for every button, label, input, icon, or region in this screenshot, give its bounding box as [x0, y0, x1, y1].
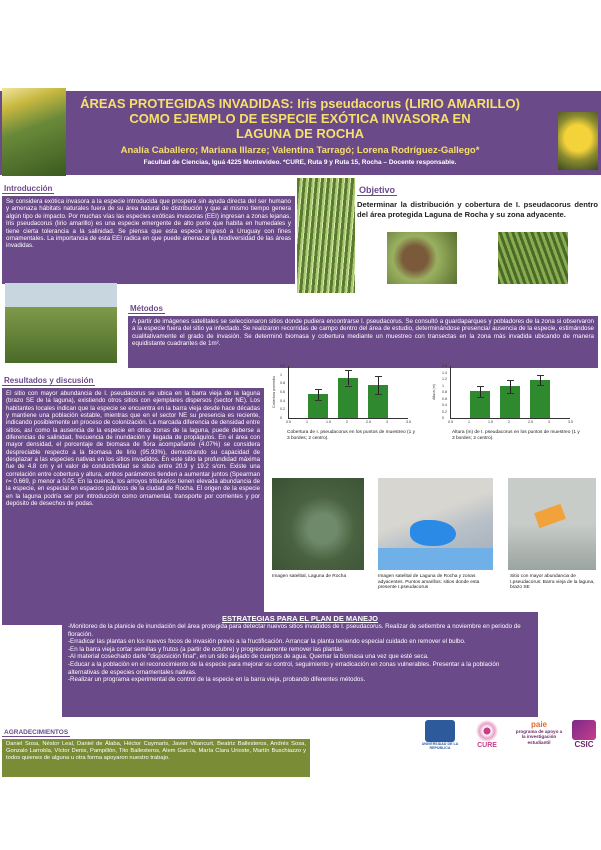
- chart1-ylabel: Cobertura promedio: [271, 376, 276, 408]
- strategy-item: -En la barra vieja cortar semillas y frutos (a partir de octubre) y progresivamente remover las plantas: [68, 645, 343, 653]
- title-line-2: COMO EJEMPLO DE ESPECIE EXÓTICA INVASORA EN: [129, 111, 471, 126]
- x-axis: [288, 418, 408, 419]
- x-tick-label: 2.5: [366, 420, 371, 424]
- strategies-heading: ESTRATEGIAS PARA EL PLAN DE MANEJO: [222, 614, 378, 623]
- results-heading: Resultados y discusión: [4, 376, 94, 385]
- title-line-3: LAGUNA DE ROCHA: [235, 126, 365, 141]
- y-tick-label: 1.6: [442, 364, 447, 368]
- error-cap-top: [375, 376, 382, 377]
- map1-caption: Imagen satelital, Laguna de Rocha: [272, 574, 347, 579]
- x-tick-label: 3.5: [568, 420, 573, 424]
- coverage-chart: [270, 362, 430, 430]
- error-bar: [510, 380, 511, 393]
- error-cap-top: [537, 375, 544, 376]
- x-tick-label: 2.5: [528, 420, 533, 424]
- error-cap-top: [315, 389, 322, 390]
- y-tick-label: 0.4: [442, 403, 447, 407]
- error-cap-top: [507, 380, 514, 381]
- strategy-item: -Realizar un programa experimental de control de la especie en la barra vieja, probando diferentes métodos.: [68, 676, 366, 684]
- y-tick-label: 0.4: [280, 398, 285, 403]
- y-tick-label: 0: [442, 416, 444, 420]
- error-cap-bottom: [477, 397, 484, 398]
- error-bar: [540, 375, 541, 385]
- height-caption: Altura (m) de I. pseudacorus en los puntos de muestreo (1 y 3 bordes; 2 centro).: [452, 430, 580, 441]
- y-tick-label: 1: [442, 383, 444, 388]
- csic-logo: CSIC: [568, 720, 600, 760]
- height-chart: [432, 362, 592, 430]
- y-tick-label: 1.2: [442, 377, 447, 381]
- error-cap-top: [477, 386, 484, 387]
- ack-section: [2, 721, 310, 777]
- error-cap-bottom: [375, 394, 382, 395]
- title-line-1: ÁREAS PROTEGIDAS INVADIDAS: Iris pseudacorus (LIRIO AMARILLO): [80, 96, 520, 111]
- intro-heading: Introducción: [4, 184, 53, 193]
- satellite-map-2: [378, 478, 493, 570]
- methods-section: [128, 298, 598, 368]
- satellite-map-3: [508, 478, 596, 570]
- paie-logo: paie programa de apoyo a la investigación estudiantil: [515, 720, 563, 745]
- objective-section: [357, 180, 598, 220]
- udelar-logo: UNIVERSIDAD DE LA REPUBLICA: [420, 720, 460, 760]
- sea-shape: [378, 548, 493, 570]
- invaded-area-shape: [534, 504, 566, 529]
- iris-field-photo: [297, 178, 355, 293]
- y-tick-label: 1: [280, 372, 282, 377]
- iris-photo-right: [558, 112, 598, 170]
- results-text: El sitio con mayor abundancia de I. pseudacorus se ubica en la barra vieja de la laguna (brazo SE de la laguna), existiendo otros sitios con ejemplares dispersos (sector NE). Los habitantes locales indican que la especie se encuentra en la barra vieja desde hace décadas y mantiene una población estable, mientras que en el sector NE su presencia es reciente, indicando posiblemente un proceso de colonización. La marcada diferencia de densidad entre sitios, así como la ausencia de la especie en otras zonas de la laguna, puede deberse a diferencias de salinidad, frecuencia de inundación y llegada de propágulos. En el área con mayor densidad, el porcentaje de biomasa de flora acompañante (4.07%) se considera despreciable respecto a la biomasa de lirio (95.93%), demostrando su capacidad de desplazar a las especies nativas en los sitios invadidos. En este sitio la profundidad máxima fue de 4.8 cm y el valor de conductividad se situó entre 20.9 y 19.2 s/cm. Existe una correlación entre cobertura y altura, ambos parámetros tienden a aumentar juntos (Spearman r= 0.669, p menor a 0.05. En la cuenca, los arroyos tributarios tienen elevada abundancia de la especie, en especial en espacios públicos de la ciudad de Rocha. El origen de la especie en la laguna podría ser por introducción como ornamental, transporte por corrientes y por depósito de desechos de podas.: [2, 388, 264, 625]
- y-tick-label: 0.6: [280, 390, 285, 394]
- intro-section: [2, 178, 295, 278]
- x-tick-label: 1: [468, 420, 470, 424]
- error-bar: [348, 370, 349, 386]
- ack-heading: AGRADECIMIENTOS: [4, 729, 69, 736]
- objective-text: Determinar la distribución y cobertura de I. pseudacorus dentro del área protegida Laguna de Rocha y su zona adyacente.: [357, 200, 598, 219]
- x-tick-label: 3.5: [406, 420, 411, 424]
- strategy-item: -Educar a la población en el reconocimiento de la especie para mejorar su control, seguimiento y erradicación en zonas vulnerables. Presentar a la población alternativas de especies ornamentales nativas.: [68, 660, 500, 676]
- x-tick-label: 2: [508, 420, 510, 424]
- strategy-item: -Al material cosechado darle "disposición final", en un sitio alejado de cuerpos de agua. Quemar la biomasa una vez que esté seca.: [68, 653, 429, 661]
- laguna-shape: [410, 520, 456, 546]
- error-bar: [480, 386, 481, 397]
- y-tick-label: 0: [280, 416, 282, 420]
- map3-caption: Sitio con mayor abundancia de I.pseudacorus: Barra vieja de la laguna, brazo SE: [510, 574, 595, 591]
- poster-title: [60, 96, 540, 141]
- iris-seed-photo: [387, 232, 457, 284]
- coverage-caption: Cobertura de I. pseudacorus en los puntos de muestreo (1 y 3 bordes; 2 centro).: [287, 430, 415, 441]
- x-tick-label: 1.5: [326, 420, 331, 424]
- y-tick-label: 1.2: [280, 364, 285, 368]
- error-bar: [378, 376, 379, 393]
- y-axis: [450, 366, 451, 418]
- error-cap-bottom: [345, 386, 352, 387]
- x-tick-label: 3: [386, 420, 388, 424]
- x-axis: [450, 418, 570, 419]
- x-tick-label: 3: [548, 420, 550, 424]
- methods-text: A partir de imágenes satelitales se seleccionaron sitios donde pudiera encontrarse I. pseudacorus. Se consultó a guardaparques y pobladores de la zona si observaron a la especie fuera del sitio ya infectado. Se realizaron recorridas de campo dentro del área de estudio, determinándose presencia/ ausencia de la especie, estimándose cualitativamente el grado de invasión. Se determinó biomasa y cobertura mediante un muestreo con transectas en la zona más invadida ubicando de manera equidistante cuadrantes de 1m².: [128, 316, 598, 368]
- strategy-item: -Erradicar las plantas en los nuevos focos de invasión previo a la fructificación. Arrancar la planta teniendo especial cuidado en remover el bulbo.: [68, 638, 466, 646]
- strategies-list: [68, 623, 532, 684]
- chart2-ylabel: Altura (m): [431, 384, 436, 400]
- y-tick-label: 0.8: [280, 381, 285, 386]
- x-tick-label: 1.5: [488, 420, 493, 424]
- y-tick-label: 0.6: [442, 396, 447, 401]
- x-tick-label: 0.5: [286, 420, 291, 424]
- results-section: [2, 370, 264, 625]
- error-cap-top: [345, 370, 352, 371]
- field-work-photo: [5, 283, 117, 363]
- error-cap-bottom: [537, 385, 544, 386]
- authors: Analía Caballero; Mariana Illarze; Valentina Tarragó; Lorena Rodríguez-Gallego*: [120, 145, 480, 156]
- intro-text: Se considera exótica invasora a la especie introducida que prospera sin ayuda directa del ser humano y amenaza hábitats naturales fuera de su área natural de distribución y que al mismo tiempo genera algún tipo de impacto. Por muchas vías las especies exóticas invasoras (EEI) ingresan a zonas lejanas. Iris pseudacorus (lirio amarillo) es una especie emergente de alto porte que habita en humedales y tiene cierta tolerancia a la salinidad. Se piensa que esta especie ingresó a Uruguay con fines ornamentales. La importancia de esta EEI radica en que puede amenazar la biodiversidad de las áreas invadidas.: [2, 196, 295, 284]
- x-tick-label: 2: [346, 420, 348, 424]
- iris-pod-photo: [498, 232, 568, 284]
- y-axis: [288, 366, 289, 418]
- cure-logo: CURE: [464, 720, 510, 760]
- strategies-section: [62, 612, 538, 717]
- x-tick-label: 1: [306, 420, 308, 424]
- iris-photo-left: [2, 88, 66, 176]
- objective-heading: Objetivo: [359, 185, 396, 195]
- affiliation: Facultad de Ciencias, Iguá 4225 Montevideo. *CURE, Ruta 9 y Ruta 15, Rocha – Docente responsable.: [143, 159, 457, 166]
- strategy-item: -Monitoreo de la planicie de inundación del área protegida para detectar nuevos sitios invadidos de I. pseudacorus. Realizar de setiembre a noviembre en periodo de floración.: [68, 623, 521, 638]
- error-cap-bottom: [507, 393, 514, 394]
- y-tick-label: 0.8: [442, 390, 447, 394]
- satellite-map-1: [272, 478, 364, 570]
- y-tick-label: 1.4: [442, 370, 447, 375]
- y-tick-label: 0.2: [280, 407, 285, 412]
- error-cap-bottom: [315, 400, 322, 401]
- methods-heading: Métodos: [130, 304, 163, 313]
- x-tick-label: 0.5: [448, 420, 453, 424]
- ack-text: Daniel Sosa, Néstor Leal, Daniel de Álaba, Héctor Caymaris, Javier Vitancurt, Beatriz Ballesteros, Andrés Sosa, Gonzalo Larrobla, Víctor Denis, Pampillón, Tito Ballesteros, Alem García, María Clara Urioste, Martín Buschiazzo y todos quienes de alguna u otra forma apoyaron nuestro trabajo.: [2, 739, 310, 777]
- y-tick-label: 0.2: [442, 409, 447, 414]
- map2-caption: Imagen satelital de Laguna de Rocha y zonas adyacentes. Puntos amarillos: sitios donde esta presente I.pseudacorus: [378, 574, 480, 591]
- error-bar: [318, 389, 319, 400]
